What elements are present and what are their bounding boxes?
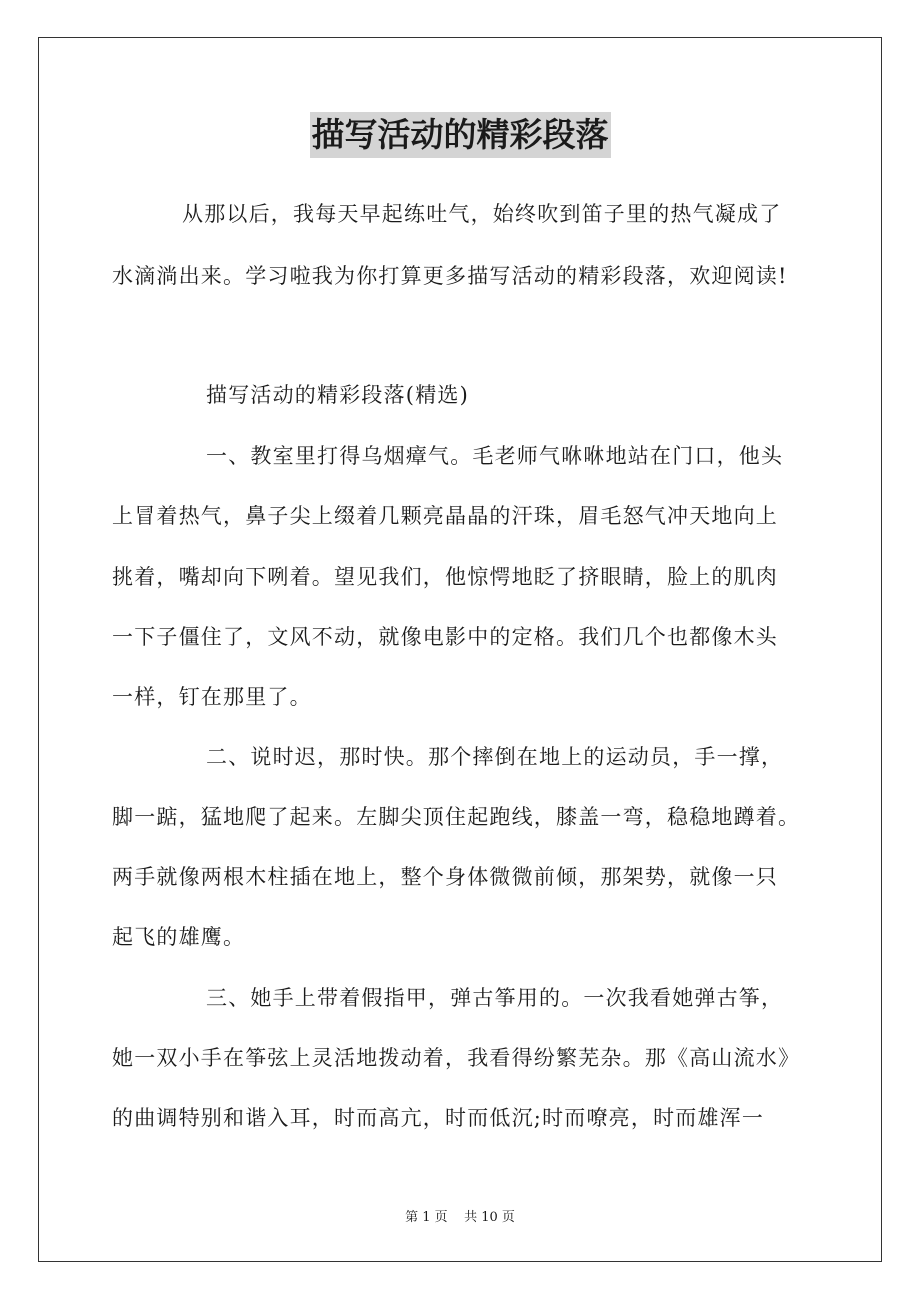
title-container (0, 112, 920, 158)
paragraph-line: 脚一踮，猛地爬了起来。左脚尖顶住起跑线，膝盖一弯，稳稳地蹲着。 (112, 805, 801, 829)
paragraph-line: 一下子僵住了，文风不动，就像电影中的定格。我们几个也都像木头 (112, 625, 778, 649)
paragraph-line: 两手就像两根木柱插在地上，整个身体微微前倾，那架势，就像一只 (112, 865, 778, 889)
paragraph-line: 一、教室里打得乌烟瘴气。毛老师气咻咻地站在门口，他头 (206, 444, 784, 468)
paragraph-line: 起飞的雄鹰。 (112, 925, 246, 949)
paragraph-line: 上冒着热气，鼻子尖上缀着几颗亮晶晶的汗珠，眉毛怒气冲天地向上 (112, 504, 778, 528)
section-heading: 描写活动的精彩段落(精选) (206, 383, 469, 407)
page-number-footer: 第 1 页 共 10 页 (405, 1210, 515, 1225)
paragraph-line: 的曲调特别和谐入耳，时而高亢，时而低沉;时而嘹亮，时而雄浑一 (112, 1106, 765, 1130)
paragraph-line: 三、她手上带着假指甲，弹古筝用的。一次我看她弹古筝， (206, 986, 784, 1010)
paragraph-line: 她一双小手在筝弦上灵活地拨动着，我看得纷繁芜杂。那《高山流水》 (112, 1046, 801, 1070)
paragraph-line: 水滴淌出来。学习啦我为你打算更多描写活动的精彩段落，欢迎阅读! (112, 264, 788, 288)
document-title: 描写活动的精彩段落 (310, 112, 611, 158)
paragraph-line: 一样，钉在那里了。 (112, 685, 312, 709)
paragraph-line: 二、说时迟，那时快。那个摔倒在地上的运动员，手一撑， (206, 745, 784, 769)
paragraph-line: 从那以后，我每天早起练吐气，始终吹到笛子里的热气凝成了 (182, 202, 782, 226)
paragraph-line: 挑着，嘴却向下咧着。望见我们，他惊愕地眨了挤眼睛，脸上的肌肉 (112, 565, 778, 589)
